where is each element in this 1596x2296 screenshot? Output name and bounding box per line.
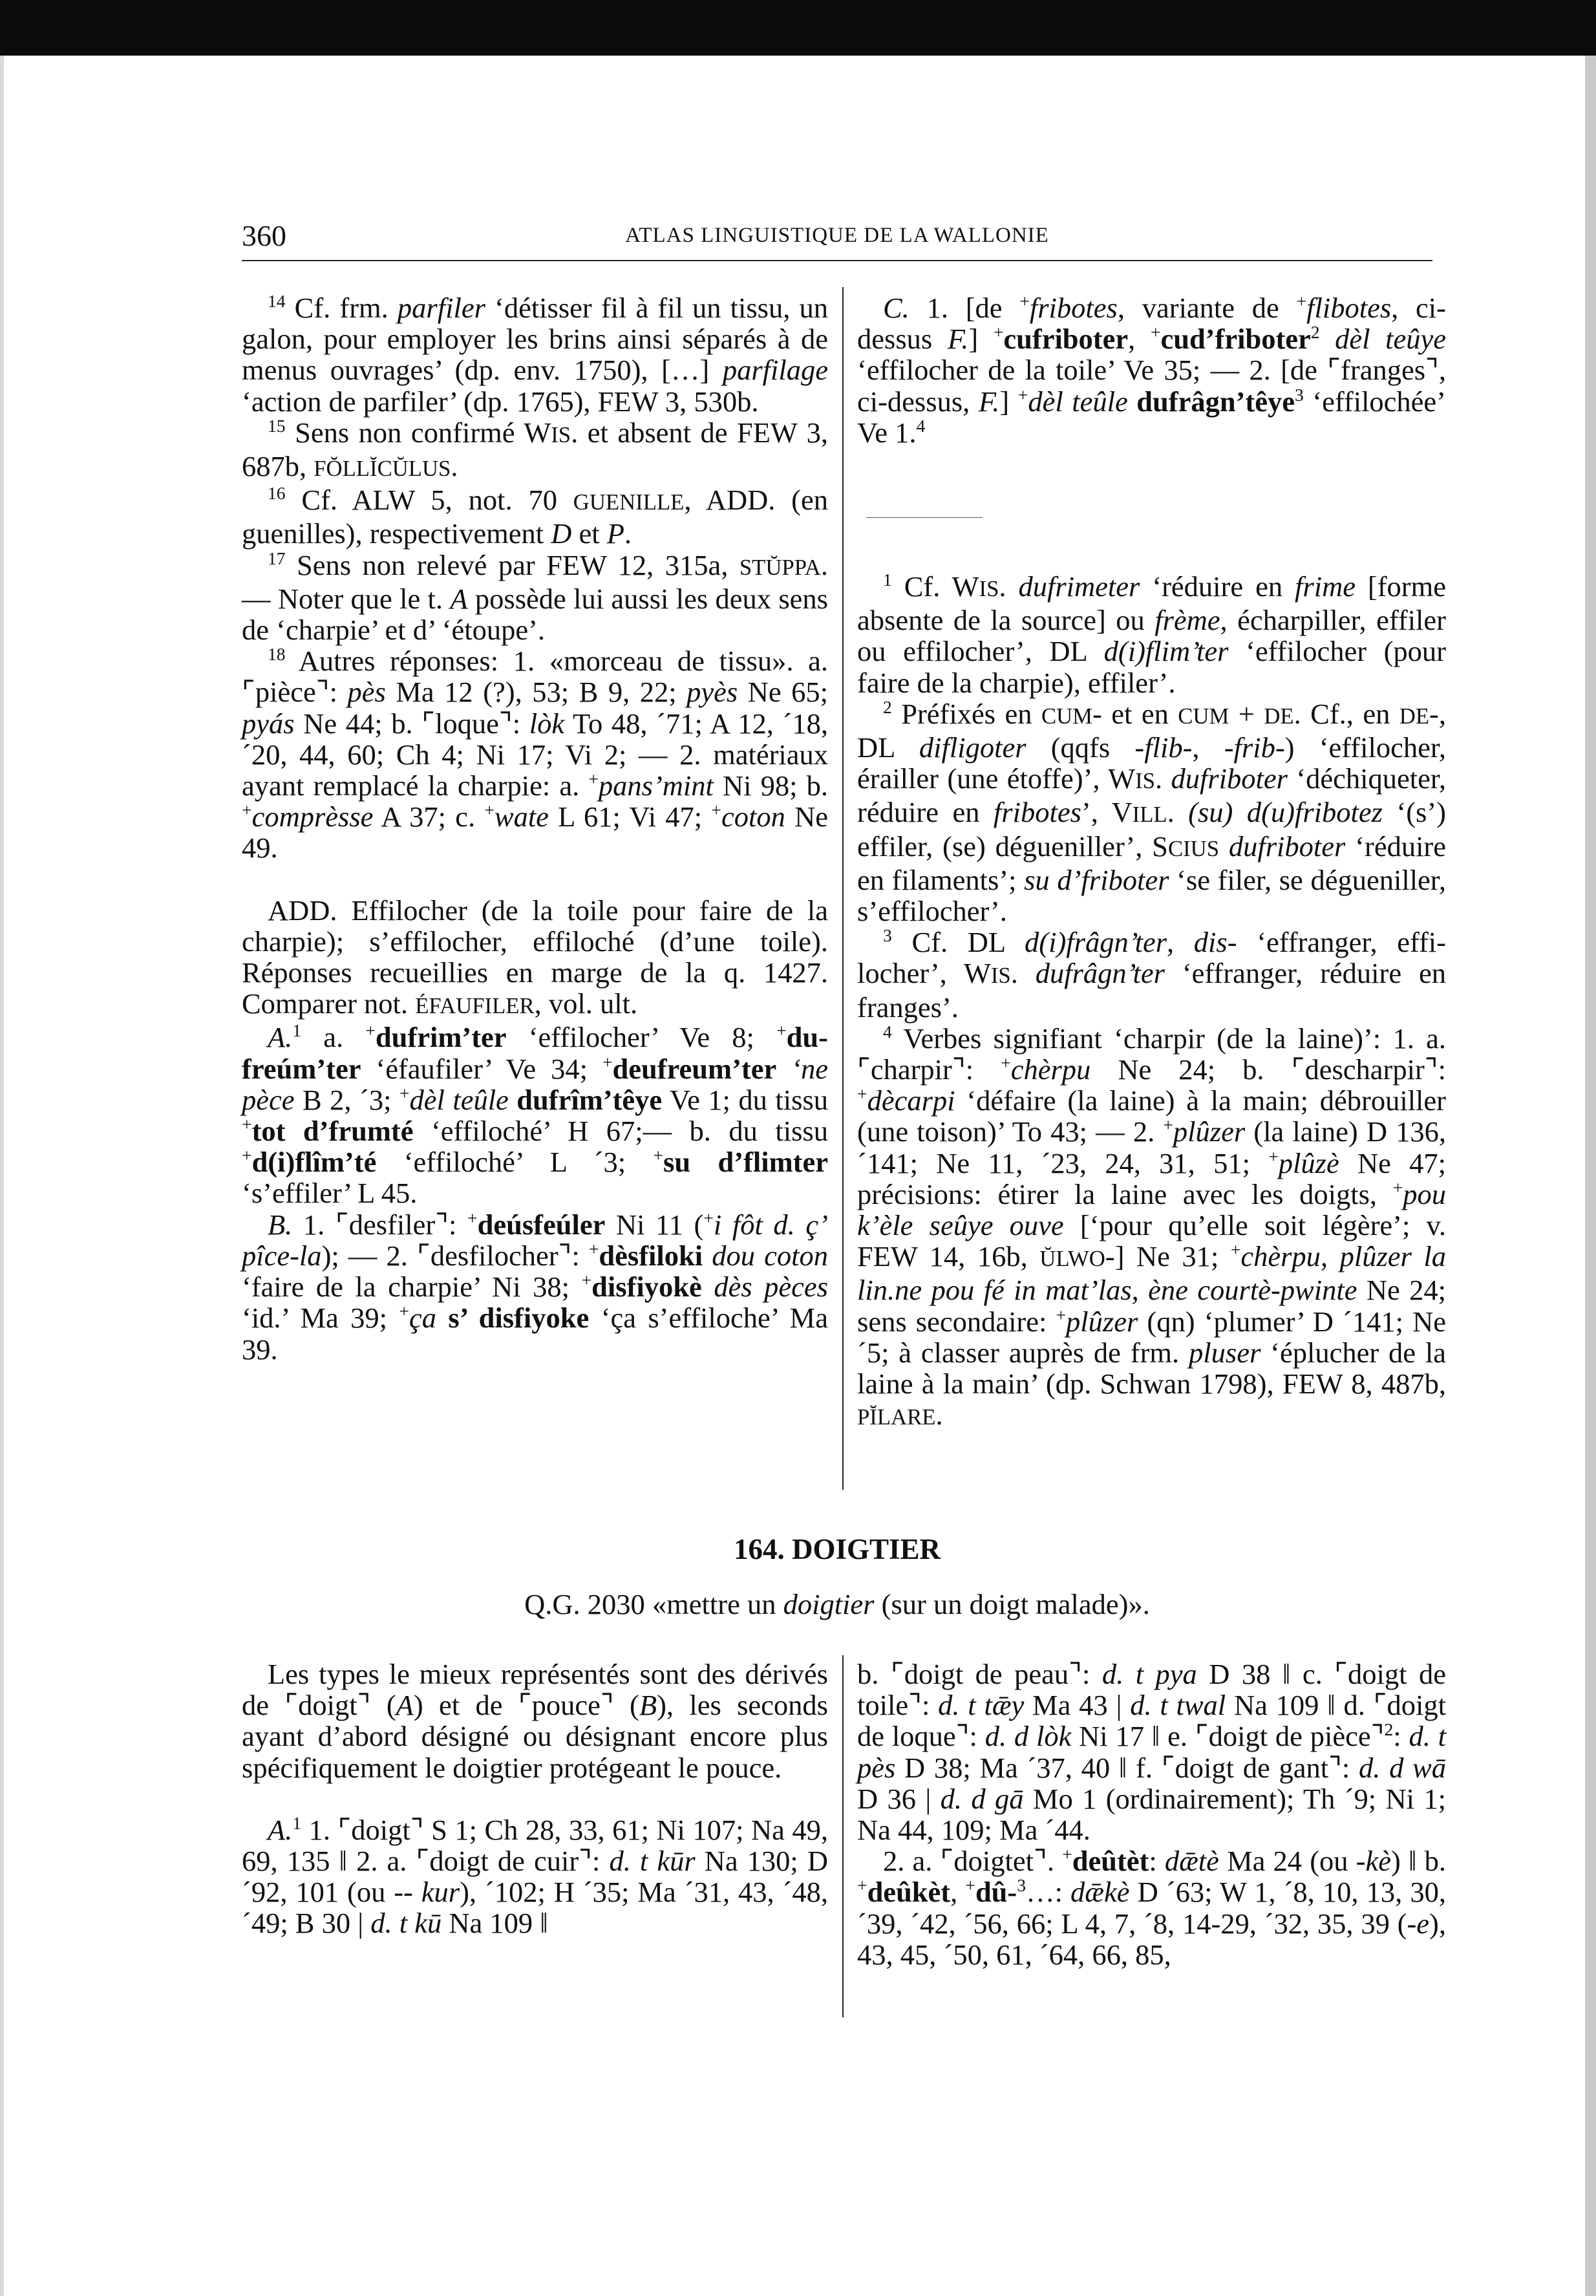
footnote-18: $^{18}$ Autres réponses: 1. «morceau de tissu». a. ⌜pièce⌝: pès Ma 12 (?), 53; B 9, 22; pyès Ne 65; pyás Ne 44; b. ⌜loque⌝: lòk To 48, ´71; A 12, ´18, ´20, 44, 60; Ch 4; Ni 17; Vi 2; — 2. matériaux ayant remplacé la charpie: a. +pans’mint Ni 98; b. +comprèsse A 37; c. +wate L 61; Vi 47; +coton Ne 49.	[242, 644, 828, 864]
add-paragraph-a: A.$^1$ a. +dufrim’ter ‘effilocher’ Ve 8; +dufreúm’ter ‘éfaufiler’ Ve 34; +deufreum’ter ‘ne pèce B 2, ´3; +dèl teûle dufrîm’têye Ve 1; du tissu +tot d’frumté ‘effiloché’ H 67;— b. du tissu +d(i)flîm’té ‘effiloché’ L ´3; +su d’flimter ‘s’effiler’ L 45.	[242, 1020, 828, 1210]
add-paragraph-c: C. 1. [de +fribotes, variante de +flibotes, ci-dessus F.] +cufriboter, +cud’friboter$^2$ dèl teûye ‘effilocher de la toile’ Ve 35; — 2. [de ⌜franges⌝, ci-dessus, F.] +dèl teûle dufrâgn’têye$^3$ ‘effilochée’ Ve 1.$^4$	[857, 291, 1447, 449]
doigtier-type-a-cont: b. ⌜doigt de peau⌝: d. t pya D 38 ‖ c. ⌜doigt de toile⌝: d. t tǣy Ma 43 | d. t twal Na 109 ‖ d. ⌜doigt de loque⌝: d. d lòk Ni 17 ‖ e. ⌜doigt de pièce⌝$^2$: d. t pès D 38; Ma ´37, 40 ‖ f. ⌜doigt de gant⌝: d. d wā D 36 | d. d gā Mo 1 (ordinairement); Th ´9; Ni 1; Na 44, 109; Ma ´44.	[857, 1658, 1447, 1847]
footnote-separator	[866, 517, 983, 518]
doigtier-intro: Les types le mieux représentés sont des dérivés de ⌜doigt⌝ (A) et de ⌜pouce⌝ (B), les seconds ayant d’abord désigné ou désignant encore plus spécifiquement le doigtier protégeant le pouce.	[242, 1658, 828, 1784]
upper-left-column	[242, 292, 828, 1365]
right-footnotes	[857, 571, 1446, 1433]
footnote-17: $^{17}$ Sens non relevé par FEW 12, 315a, STŬPPA. — Noter que le t. A possède lui aussi les deux sens de ‘charpie’ et d’ ‘étoupe’.	[242, 548, 828, 647]
running-header	[242, 219, 1432, 261]
footnote-4: $^4$ Verbes signifiant ‘charpir (de la laine)’: 1. a. ⌜charpir⌝: +chèrpu Ne 24; b. ⌜descharpir⌝: +dècarpi ‘défaire (la laine) à la main; débrouiller (une toison)’ To 43; — 2. +plûzer (la laine) D 136, ´141; Ne 11, ´23, 24, 31, 51; +plûzè Ne 47; précisions: étirer la laine avec les doigts, +pou k’èle seûye ouve [‘pour qu’elle soit légère’; v. FEW 14, 16b, ŬLWO-] Ne 31; +chèrpu, plûzer la lin.ne pou fé in mat’las, ène courtè-pwinte Ne 24; sens secondaire: +plûzer (qn) ‘plumer’ D ´141; Ne ´5; à classer auprès de frm. pluser ‘éplucher de la laine à la main’ (dp. Schwan 1798), FEW 8, 487b, PĬLARE.	[857, 1022, 1447, 1432]
lower-right-column	[857, 1658, 1446, 1970]
footnote-15: $^{15}$ Sens non confirmé WIS. et absent de FEW 3, 687b, FŎLLĬCŬLUS.	[242, 415, 828, 483]
doigtier-type-a: A.$^1$ 1. ⌜doigt⌝ S 1; Ch 28, 33, 61; Ni 107; Na 49, 69, 135 ‖ 2. a. ⌜doigt de cuir⌝: d. t kūr Na 130; D ´92, 101 (ou -- kur), ´102; H ´35; Ma ´31, 43, ´48, ´49; B 30 | d. t kū Na 109 ‖	[242, 1812, 828, 1940]
page-number: 360	[242, 219, 286, 252]
scan-right-edge	[1585, 56, 1596, 2296]
section-title: 164. DOIGTIER	[733, 1533, 941, 1565]
lower-left-column	[242, 1658, 828, 1939]
upper-right-column	[857, 292, 1446, 1433]
add-paragraph-b: B. 1. ⌜desfiler⌝: +deúsfeúler Ni 11 (+i fôt d. ç’ pîce-la); — 2. ⌜desfilocher⌝: +dèsfiloki dou coton ‘faire de la charpie’ Ni 38; +disfiyokè dès pèces ‘id.’ Ma 39; +ça s’ disfiyoke ‘ça s’effiloche’ Ma 39.	[242, 1207, 829, 1366]
footnote-16: $^{16}$ Cf. ALW 5, not. 70 GUENILLE, ADD. (en guenilles), respectivement D et P.	[242, 483, 829, 550]
column-divider	[842, 287, 844, 1490]
footnote-14: $^{14}$ Cf. frm. parfiler ‘détisser fil à fil un tissu, un galon, pour employer les brins ainsi séparés à de menus ouvrages’ (dp. env. 1750), […] parfilage ‘action de parfiler’ (dp. 1765), FEW 3, 530b.	[242, 291, 828, 418]
running-title: ATLAS LINGUISTIQUE DE LA WALLONIE	[625, 224, 1049, 247]
scan-left-edge	[0, 56, 4, 2296]
scan-top-border	[0, 0, 1596, 56]
add-section	[242, 895, 828, 1365]
footnote-3: $^3$ Cf. DL d(i)frâgn’ter, dis- ‘effranger, effilocher’, WIS. dufrâgn’ter ‘effranger, réduire en franges’.	[857, 925, 1446, 1024]
footnote-2: $^2$ Préfixés en CUM- et en CUM + DE. Cf., en DE-, DL difligoter (qqfs -flib-, -frib-) ‘effilocher, érailler (une étoffe)’, WIS. dufriboter ‘déchiqueter, réduire en fribotes’, VILL. (su) d(u)fribotez ‘(s’) effiler, (se) dégueniller’, SCIUS dufriboter ‘réduire en filaments’; su d’friboter ‘se filer, se dégueniller, s’effilocher’.	[857, 697, 1447, 928]
add-intro: ADD. Effilocher (de la toile pour faire de la charpie); s’effilocher, effiloché (d’une toile). Réponses recueillies en marge de la q. 1427. Comparer not. ÉFAUFILER, vol. ult.	[242, 894, 828, 1020]
section-question: Q.G. 2030 «mettre un doigtier (sur un doigt malade)».	[524, 1588, 1150, 1620]
footnote-1: $^1$ Cf. WIS. dufrimeter ‘réduire en frime [forme absente de la source] ou frème, écharpiller, effiler ou effilocher’, DL d(i)flim’ter ‘effilocher (pour faire de la charpie), effiler’.	[857, 570, 1446, 699]
left-footnotes	[242, 292, 828, 864]
column-divider-lower	[842, 1655, 844, 2017]
doigtier-type-a2: 2. a. ⌜doigtet⌝. +deûtèt: dǣtè Ma 24 (ou -kè) ‖ b. +deûkèt, +dû-$^3$…: dǣkè D ´63; W 1, ´8, 10, 13, 30, ´39, ´42, ´56, 66; L 4, 7, ´8, 14-29, ´32, 35, 39 (-e), 43, 45, ´50, 61, ´64, 66, 85,	[857, 1844, 1447, 1971]
